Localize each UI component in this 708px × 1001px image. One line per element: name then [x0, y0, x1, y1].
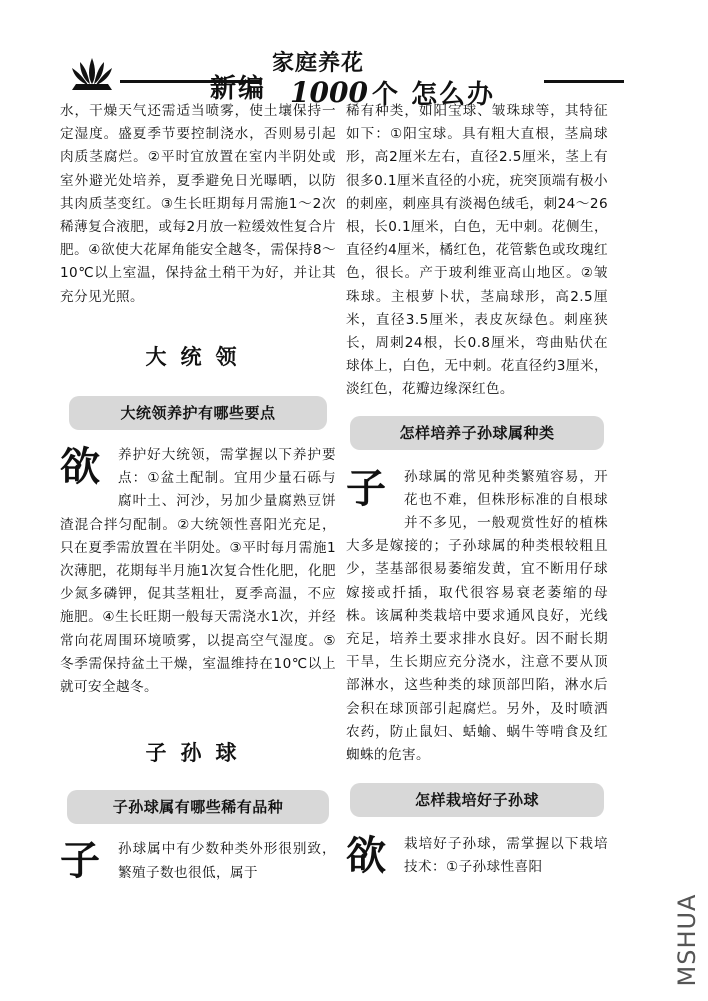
dropcap-yu-right: 欲 [346, 832, 387, 880]
datongling-care-paragraph [60, 444, 336, 699]
right-column [346, 100, 608, 880]
right-continued-paragraph: 稀有种类，如阳宝球、皱珠球等，其特征如下：①阳宝球。具有粗大直根，茎扁球形，高2厘米左右，直径2.5厘米，茎上有很多0.1厘米直径的小疣，疣突顶端有极小的刺座，刺座具有淡褐色绒毛，刺24～26根，长0.1厘米，白色，无中刺。花侧生，直径约4厘米，橘红色，花管紫色或玫瑰红色，很长。产于玻利维亚高山地区。②皱珠球。主根萝卜状，茎扁球形，高2.5厘米，直径3.5厘米，表皮灰绿色。刺座狭长，周刺24根，长0.8厘米，弯曲贴伏在球体上，白色，无中刺。花直径约3厘米，淡红色，花瓣边缘深红色。 [346, 103, 608, 398]
banner-datongling-care: 大统领养护有哪些要点 [69, 396, 327, 430]
watermark [672, 885, 702, 995]
header-title-top: 家庭养花 [272, 51, 365, 76]
header-title-number: 1000 [290, 76, 368, 109]
header-title-rest: 个 怎么办 [372, 80, 496, 110]
header-rule-right [544, 80, 624, 83]
zisunqiu-rare-paragraph [60, 838, 336, 884]
section-heading-zisunqiu: 子孙球 [145, 740, 251, 766]
left-continued-paragraph: 水，干燥天气还需适当喷雾，使土壤保持一定湿度。盛夏季节要控制浇水，否则易引起肉质茎腐烂。②平时宜放置在室内半阴处或室外避光处培养，夏季避免日光曝晒，以防其肉质茎变红。③生长旺期每月需施1～2次稀薄复合液肥，或每2月放一粒缓效性复合片肥。④欲使大花犀角能安全越冬，需保持8～10℃以上室温，保持盆土稍干为好，并让其充分见光照。 [60, 103, 336, 305]
header-title-prefix: 新编 [210, 74, 267, 104]
dropcap-yu: 欲 [60, 443, 101, 491]
watermark-text: MSHUA [673, 893, 701, 987]
zisunqiu-rare-text: 孙球属中有少数种类外形很别致，繁殖子数也很低，属于 [118, 841, 336, 881]
lotus-logo-icon [68, 54, 116, 94]
zisunqiu-cultivation-text: 孙球属的常见种类繁殖容易，开花也不难，但株形标准的自根球并不多见，一般观赏性好的植株大多是嫁接的；子孙球属的种类根较粗且少，茎基部很易萎缩发黄，宜不断用仔球嫁接或扦插，取代很容易衰老萎缩的母株。该属种类栽培中要求通风良好，光线充足，培养土要求排水良好。因不耐长期干旱，生长期应充分浇水，注意不要从顶部淋水，这些种类的球顶部凹陷，淋水后会积在球顶部引起腐烂。另外，及时喷洒农药，防止鼠妇、蛞蝓、蜗牛等啃食及红蜘蛛的危害。 [346, 468, 608, 764]
banner-zisunqiu-cultivation: 怎样培养子孙球属种类 [350, 416, 604, 450]
left-column [60, 100, 336, 885]
banner-zisunqiu-rare-varieties: 子孙球属有哪些稀有品种 [67, 790, 329, 824]
dropcap-zi-right: 子 [346, 464, 387, 512]
banner-zisunqiu-growing: 怎样栽培好子孙球 [350, 783, 604, 817]
datongling-care-text: 养护好大统领，需掌握以下养护要点：①盆土配制。宜用少量石砾与腐叶土、河沙，另加少量腐熟豆饼渣混合拌匀配制。②大统领性喜阳光充足，只在夏季需放置在半阴处。③平时每月需施1次薄肥，花期每半月施1次复合性化肥，化肥少氮多磷钾，促其茎粗壮，夏季高温，不应施肥。④生长旺期一般每天需浇水1次，并经常向花周围环境喷雾，以提高空气湿度。⑤冬季需保持盆土干燥，室温维持在10℃以上就可安全越冬。 [60, 447, 336, 696]
dropcap-zi: 子 [60, 837, 101, 885]
zisunqiu-growing-paragraph [346, 833, 608, 879]
zisunqiu-cultivation-paragraph [346, 466, 608, 768]
zisunqiu-growing-text: 栽培好子孙球，需掌握以下栽培技术：①子孙球性喜阳 [404, 836, 608, 876]
section-heading-datongling: 大统领 [145, 343, 251, 369]
